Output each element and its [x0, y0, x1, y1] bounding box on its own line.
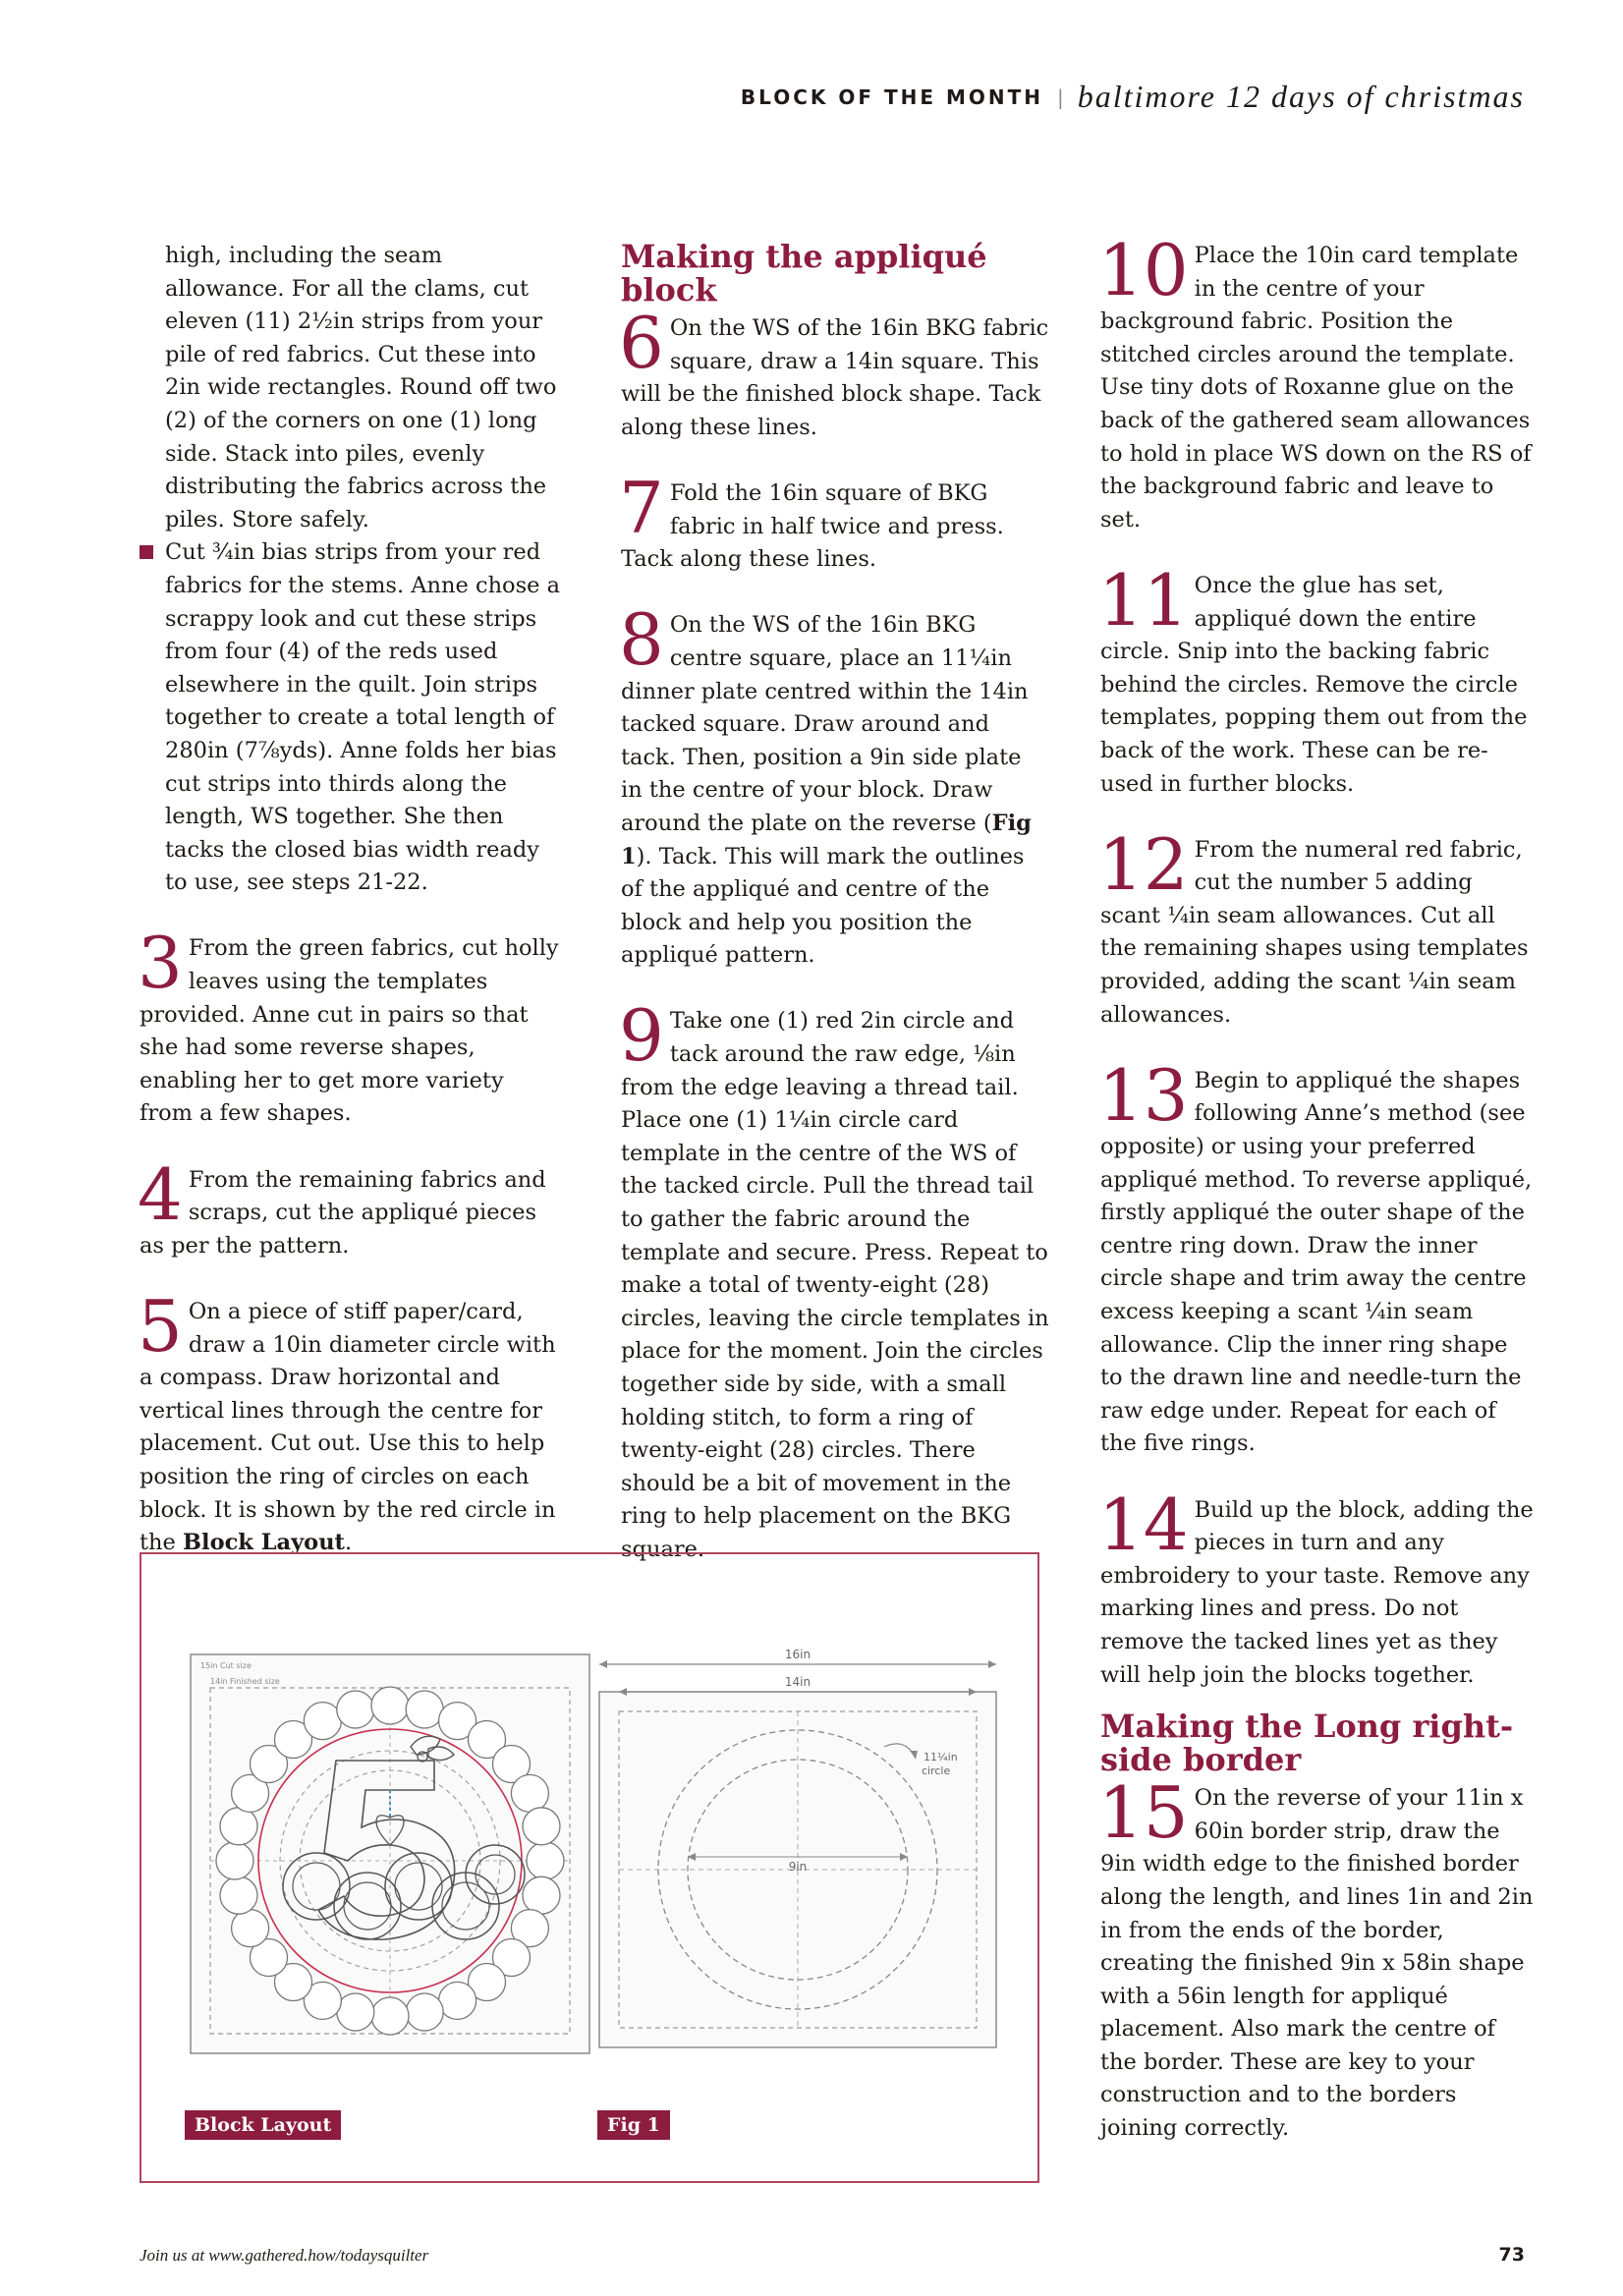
bold-ref: Fig 1 [621, 810, 1032, 869]
step-6 [619, 302, 1049, 444]
fig1-caption: Fig 1 [597, 2110, 670, 2140]
scallop-circle [220, 1876, 257, 1914]
step-number: 9 [619, 994, 664, 1078]
step-10 [1098, 229, 1535, 536]
dim-circle-label: circle [922, 1764, 951, 1777]
step-number: 8 [619, 598, 664, 682]
step-text: On the WS of the 16in BKG centre square, place an 11¼in dinner plate centred within the 14in tacked square. Draw around and tack. Then, position a 9in side plate in the centre of your block. Draw around the plate on the reverse ( [621, 612, 1029, 836]
step-number: 10 [1098, 229, 1189, 311]
column-1 [140, 240, 562, 1593]
bullet-square-icon [140, 545, 153, 559]
step-4 [138, 1152, 562, 1263]
step-text: On the reverse of your 11in x 60in border strip, draw the 9in width edge to the finished border along the length, and lines 1in and 2in in from the ends of the border, creating the finished 9in x 58in shape with a 56in length for appliqué placement. Also mark the centre of the border. These are key to your construction and to the borders joining correctly. [1100, 1785, 1534, 2142]
layout-label-cut: 15in Cut size [200, 1661, 252, 1670]
step-14 [1098, 1483, 1535, 1693]
step-8 [619, 598, 1049, 973]
layout-label-finished: 14in Finished size [210, 1677, 280, 1686]
step-text: On a piece of stiff paper/card, draw a 10in diameter circle with a compass. Draw horizontal and vertical lines through the centre for placement. Cut out. Use this to help position the ring of circles on each block. It is shown by the red circle in the [140, 1299, 556, 1556]
step-number: 7 [619, 466, 664, 549]
bullet-text: Cut ¾in bias strips from your red fabrics for the stems. Anne chose a scrappy look and cut these strips from four (4) of the reds used elsewhere in the quilt. Join strips together to create a total length of 280in (7⅞yds). Anne folds her bias cut strips into thirds along the length, WS together. She then tacks the closed bias width ready to use, see steps 21-22. [165, 539, 561, 896]
step-number: 11 [1098, 558, 1189, 642]
section-heading: Making the appliqué block [621, 238, 987, 308]
scallop-circle [527, 1842, 564, 1879]
page-number: 73 [1498, 2244, 1525, 2266]
scallop-circle [406, 1993, 443, 2031]
scallop-circle [371, 1687, 409, 1724]
step-number: 14 [1098, 1483, 1189, 1566]
step-text: From the remaining fabrics and scraps, cut the appliqué pieces as per the pattern. [140, 1166, 546, 1259]
figures-box [140, 1552, 1039, 2183]
step-text: Fold the 16in square of BKG fabric in half twice and press. Tack along these lines. [621, 479, 1004, 573]
step-11 [1098, 558, 1535, 801]
section-label: BLOCK OF THE MONTH [740, 84, 1043, 109]
column-3 [1098, 229, 1535, 2178]
step-9 [619, 994, 1049, 1566]
step-text: Once the glue has set, appliqué down the entire circle. Snip into the backing fabric behind the circles. Remove the circle templates, popping them out from the back of the work. These can be re-used in further blocks. [1100, 572, 1528, 797]
dim-9in: 9in [788, 1860, 808, 1874]
scallop-circle [337, 1691, 374, 1728]
bold-ref: Block Layout [183, 1530, 345, 1556]
scallop-circle [523, 1808, 560, 1845]
step-text: Take one (1) red 2in circle and tack around the raw edge, ⅛in from the edge leaving a thread tail. Place one (1) 1¼in circle card template in the centre of the WS of the tacked circle. Pull the thread tail to gather the fabric around the template and secure. Press. Repeat to make a total of twenty-eight (28) circles, leaving the circle templates in place for the moment. Join the circles together side by side, with a small holding stitch, to form a ring of twenty-eight (28) circles. There should be a bit of movement in the ring to help placement on the BKG square. [621, 1008, 1049, 1562]
dim-16in: 16in [784, 1648, 812, 1661]
step-text: Build up the block, adding the pieces in turn and any embroidery to your taste. Remove any marking lines and press. Do not remove the tacked lines yet as they will help join the blocks together. [1100, 1496, 1534, 1688]
step-number: 3 [138, 922, 183, 1005]
bullet-item [140, 536, 562, 900]
step-number: 4 [138, 1152, 183, 1236]
step-number: 13 [1098, 1053, 1189, 1137]
step-text: Place the 10in card template in the centre of your background fabric. Position the stitched circles around the template. Use tiny dots of Roxanne glue on the back of the gathered seam allowances to hold in place WS down on the RS of the background fabric and leave to set. [1100, 243, 1532, 532]
step-3 [138, 922, 562, 1131]
scallop-circle [523, 1876, 560, 1914]
step-text: From the green fabrics, cut holly leaves using the templates provided. Anne cut in pairs so that she had some reverse shapes, enabling her to get more variety from a few shapes. [140, 935, 559, 1127]
step-13 [1098, 1053, 1535, 1461]
block-layout-diagram [189, 1652, 591, 2055]
scallop-circle [304, 1703, 341, 1740]
scallop-circle [216, 1842, 253, 1879]
column-2 [621, 240, 1049, 1599]
dim-14in: 14in [784, 1675, 812, 1689]
block-layout-caption: Block Layout [185, 2110, 341, 2140]
footer-website: Join us at www.gathered.how/todaysquilter [140, 2246, 429, 2265]
step-number: 15 [1098, 1771, 1189, 1855]
step-text-end: ). Tack. This will mark the outlines of the appliqué and centre of the block and help you position the appliqué pattern. [621, 843, 1025, 969]
continued-text: high, including the seam allowance. For all the clams, cut eleven (11) 2½in strips from your pile of red fabrics. Cut these into 2in wide rectangles. Round off two (2) of the corners on one (1) long side. Stack into piles, evenly distributing the fabrics across the piles. Store safely. [165, 243, 557, 532]
scallop-circle [220, 1808, 257, 1845]
step-number: 12 [1098, 822, 1189, 906]
step-7 [619, 466, 1049, 577]
step-text-end: . [344, 1530, 353, 1556]
step-number: 5 [138, 1285, 183, 1368]
step-15 [1098, 1771, 1535, 2146]
step-5 [138, 1285, 562, 1560]
scallop-circle [232, 1910, 269, 1947]
step-text: From the numeral red fabric, cut the number 5 adding scant ¼in seam allowances. Cut all the remaining shapes using templates provided, adding the scant ¼in seam allowances. [1100, 836, 1529, 1028]
dim-circle: 11¼in [923, 1751, 958, 1764]
scallop-circle [511, 1774, 548, 1812]
step-text: Begin to appliqué the shapes following Anne’s method (see opposite) or using your preferred appliqué method. To reverse appliqué, firstly appliqué the outer shape of the centre ring down. Draw the inner circle shape and trim away the centre excess keeping a scant ¼in seam allowance. Clip the inner ring shape to the drawn line and needle-turn the raw edge under. Repeat for each of the five rings. [1100, 1067, 1533, 1457]
scallop-circle [337, 1993, 374, 2031]
scallop-circle [439, 1982, 476, 2019]
scallop-circle [406, 1691, 443, 1728]
fig1-diagram [591, 1643, 1004, 2055]
header-separator: | [1057, 84, 1064, 109]
step-12 [1098, 822, 1535, 1033]
series-title: baltimore 12 days of christmas [1077, 79, 1525, 114]
step-text: On the WS of the 16in BKG fabric square, draw a 14in square. This will be the finished block shape. Tack along these lines. [621, 315, 1049, 440]
scallop-circle [371, 1997, 409, 2035]
step-number: 6 [619, 302, 664, 384]
section-heading: Making the Long right-side border [1100, 1708, 1514, 1779]
page-header [741, 79, 1525, 115]
